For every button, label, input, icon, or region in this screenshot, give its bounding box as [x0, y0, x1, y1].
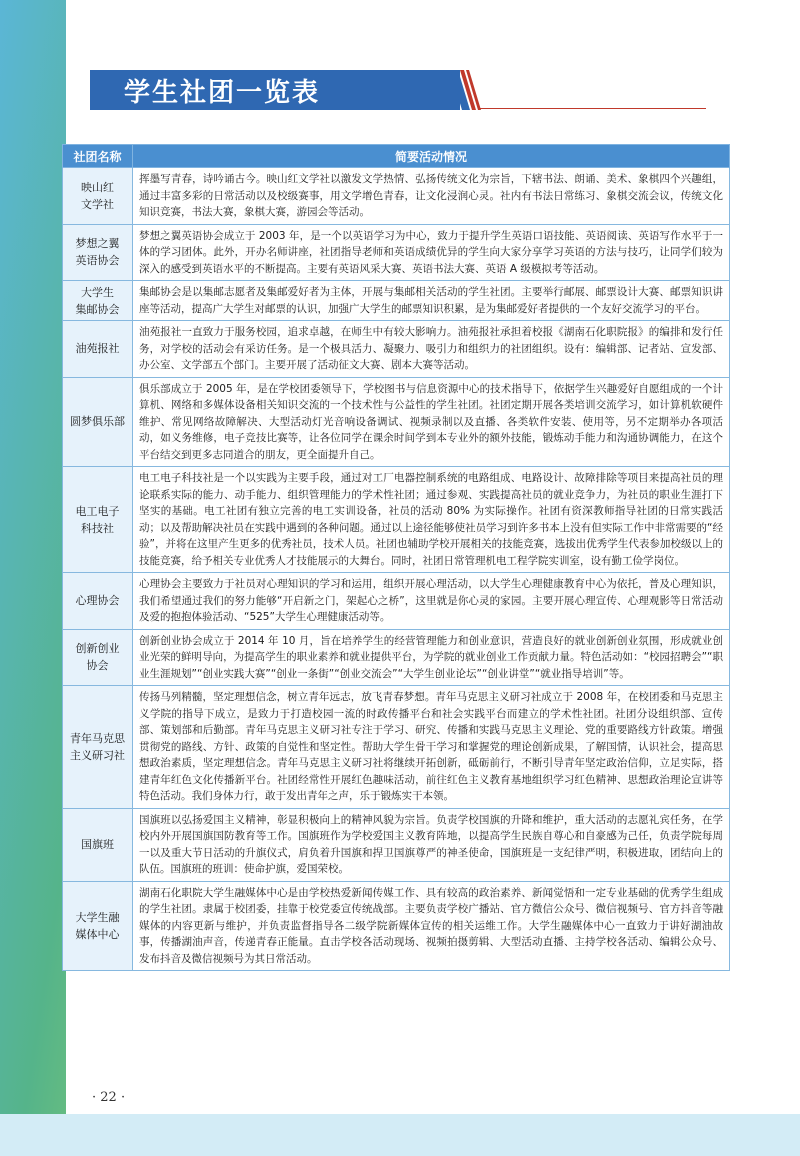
table-row: [63, 224, 730, 281]
table-row: [63, 321, 730, 378]
club-name: 青年马克思 主义研习社: [63, 686, 133, 809]
table-row: [63, 808, 730, 881]
club-name: 电工电子 科技社: [63, 467, 133, 573]
page-number: · 22 ·: [92, 1090, 126, 1105]
club-description: 电工电子科技社是一个以实践为主要手段，通过对工厂电器控制系统的电路组成、电路设计、故障排除等项目来提高社员的理论联系实际的能力、动手能力、组织管理能力的学术性社团；通过参观、实践提高社员的就业竞争力，为社员的职业生涯打下坚实的基础。电工社团有独立完善的电工实训设备，社员的活动 80% 为实际操作。社团有资深教师指导社团的日常实践活动；以及帮助解决社员在实践中遇到的各种问题。通过以上途径能够使社员学习到许多书本上没有但实际工作中非常需要的“经验”，并将在这里产生更多的优秀社员，技术人员。社团也辅助学校开展相关的技能竞赛，选拔出优秀学生代表参加校级以上的技能竞赛，给予相关专业优秀人才技能展示的大舞台。同时，社团日常管理机电工程学院实训室，设有勤工俭学岗位。: [133, 467, 730, 573]
club-name: 大学生 集邮协会: [63, 281, 133, 321]
club-name: 梦想之翼 英语协会: [63, 224, 133, 281]
table-row: [63, 467, 730, 573]
footer-band: [0, 1114, 800, 1156]
club-name: 国旗班: [63, 808, 133, 881]
table-row: [63, 686, 730, 809]
club-name: 心理协会: [63, 573, 133, 630]
club-description: 创新创业协会成立于 2014 年 10 月，旨在培养学生的经营管理能力和创业意识，营造良好的就业创新创业氛围，形成就业创业光荣的鲜明导向，为提高学生的职业素养和就业提供平台，为学院的就业创业工作贡献力量。特色活动如：“校园招聘会”“职业生涯规划”“创业实践大赛”“创业一条街”“创业交流会”“大学生创业论坛”“创业讲堂”“就业指导培训”等。: [133, 629, 730, 686]
club-description: 挥墨写青春，诗吟诵古今。映山红文学社以激发文学热情、弘扬传统文化为宗旨，下辖书法、朗诵、美术、象棋四个兴趣组，通过丰富多彩的日常活动以及校级赛事，用文学增色青春，让文化浸润心灵。社内有书法日常练习、象棋交流会议，传统文化知识竞赛，书法大赛，象棋大赛，游园会等活动。: [133, 168, 730, 225]
club-description: 心理协会主要致力于社员对心理知识的学习和运用，组织开展心理活动，以大学生心理健康教育中心为依托，普及心理知识，我们希望通过我们的努力能够“开启新之门，架起心之桥”，这里就是你心灵的家园。主要开展心理宣传、心理观影等日常活动及爱的抱抱体验活动、“525”大学生心理健康活动等。: [133, 573, 730, 630]
header-activity-summary: 简要活动情况: [133, 145, 730, 168]
club-name: 油苑报社: [63, 321, 133, 378]
table-header-row: [63, 145, 730, 168]
table-row: [63, 881, 730, 971]
club-description: 俱乐部成立于 2005 年，是在学校团委领导下，学校图书与信息资源中心的技术指导下，依据学生兴趣爱好自愿组成的一个计算机、网络和多媒体设备相关知识交流的一个技术性与公益性的学生社团。社团定期开展各类培训交流学习，如计算机软硬件维护、常见网络故障解决、大型活动灯光音响设备调试、视频录制以及直播、各类软件安装、使用等，另不定期举办各项活动，如义务维修，电子竞技比赛等，让各位同学在课余时间学到本专业外的额外技能，锻炼动手能力和沟通协调能力，在这个平台结交到更多志同道合的朋友，更全面提升自己。: [133, 377, 730, 467]
title-underline: [480, 108, 706, 109]
club-description: 油苑报社一直致力于服务校园，追求卓越，在师生中有较大影响力。油苑报社承担着校报《湖南石化职院报》的编排和发行任务，对学校的活动会有采访任务。是一个极具活力、凝聚力、吸引力和组织力的社团组织。设有：编辑部、记者站、宣发部、办公室、文学部五个部门。主要开展了活动征文大赛、剧本大赛等活动。: [133, 321, 730, 378]
header-club-name: 社团名称: [63, 145, 133, 168]
page-title: 学生社团一览表: [124, 77, 321, 108]
table-row: [63, 281, 730, 321]
club-description: 湖南石化职院大学生融媒体中心是由学校热爱新闻传媒工作、具有较高的政治素养、新闻觉悟和一定专业基础的优秀学生组成的学生社团。隶属于校团委，挂靠于校党委宣传统战部。主要负责学校广播站、官方微信公众号、微信视频号、官方抖音等融媒体的内容更新与维护，并负责监督指导各二级学院新媒体宣传的相关运维工作。大学生融媒体中心一直致力于讲好湖油故事，传播湖油声音，传递青春正能量。直击学校各活动现场、视频拍摄剪辑、大型活动直播、主持学校各活动、编辑公众号、发布抖音及微信视频号为其日常活动。: [133, 881, 730, 971]
club-name: 大学生融 媒体中心: [63, 881, 133, 971]
club-description: 集邮协会是以集邮志愿者及集邮爱好者为主体，开展与集邮相关活动的学生社团。主要举行邮展、邮票设计大赛、邮票知识讲座等活动，提高广大学生对邮票的认识，加强广大学生的邮票知识积累，是为集邮爱好者提供的一个友好交流学习的平台。: [133, 281, 730, 321]
title-banner: [90, 70, 460, 110]
club-description: 国旗班以弘扬爱国主义精神，彰显积极向上的精神风貌为宗旨。负责学校国旗的升降和维护，重大活动的志愿礼宾任务，在学校内外开展国旗国防教育等工作。国旗班作为学校爱国主义教育阵地，以提高学生民族自尊心和自豪感为己任，负责学院每周一以及重大节日活动的升旗仪式，肩负着升国旗和捍卫国旗尊严的神圣使命，国旗班是一支纪律严明，积极进取，团结向上的队伍。国旗班的班训：使命护旗，爱国荣校。: [133, 808, 730, 881]
club-description: 传扬马列精髓，坚定理想信念，树立青年远志，放飞青春梦想。青年马克思主义研习社成立于 2008 年，在校团委和马克思主义学院的指导下成立，是致力于打造校园一流的时政传播平台和社会实践平台而建立的学术性社团。社团分设组织部、宣传部、策划部和后勤部。青年马克思主义研习社专注于学习、研究、传播和实践马克思主义理论、党的重要路线方针政策。增强贯彻党的路线、方针、政策的自觉性和坚定性。帮助大学生骨干学习和掌握党的理论创新成果，了解国情，认识社会，提高思想政治素质，坚定理想信念。青年马克思主义研习社将继续开拓创新，砥砺前行，不断引导青年坚定政治信仰，立足实际，搭建青年红色文化传播新平台。社团经常性开展红色趣味活动，前往红色主义教育基地组织学习红色精神、思想政治理论宣讲等特色活动。我们身体力行，敢于发出青年之声，乐于锻炼实干本领。: [133, 686, 730, 809]
table-row: [63, 629, 730, 686]
table-row: [63, 377, 730, 467]
club-name: 映山红 文学社: [63, 168, 133, 225]
table-row: [63, 573, 730, 630]
club-name: 创新创业 协会: [63, 629, 133, 686]
club-table: [62, 144, 730, 971]
table-row: [63, 168, 730, 225]
title-stripe-decoration: [450, 70, 490, 110]
club-description: 梦想之翼英语协会成立于 2003 年，是一个以英语学习为中心，致力于提升学生英语口语技能、英语阅读、英语写作水平于一体的学习团体。此外，开办名师讲座，社团指导老师和英语成绩优异的学生向大家分享学习英语的方法与技巧，让同学们较为深入的感受到英语水平的不断提高。主要有英语风采大赛、英语书法大赛、英语 A 级模拟考等活动。: [133, 224, 730, 281]
club-name: 圆梦俱乐部: [63, 377, 133, 467]
